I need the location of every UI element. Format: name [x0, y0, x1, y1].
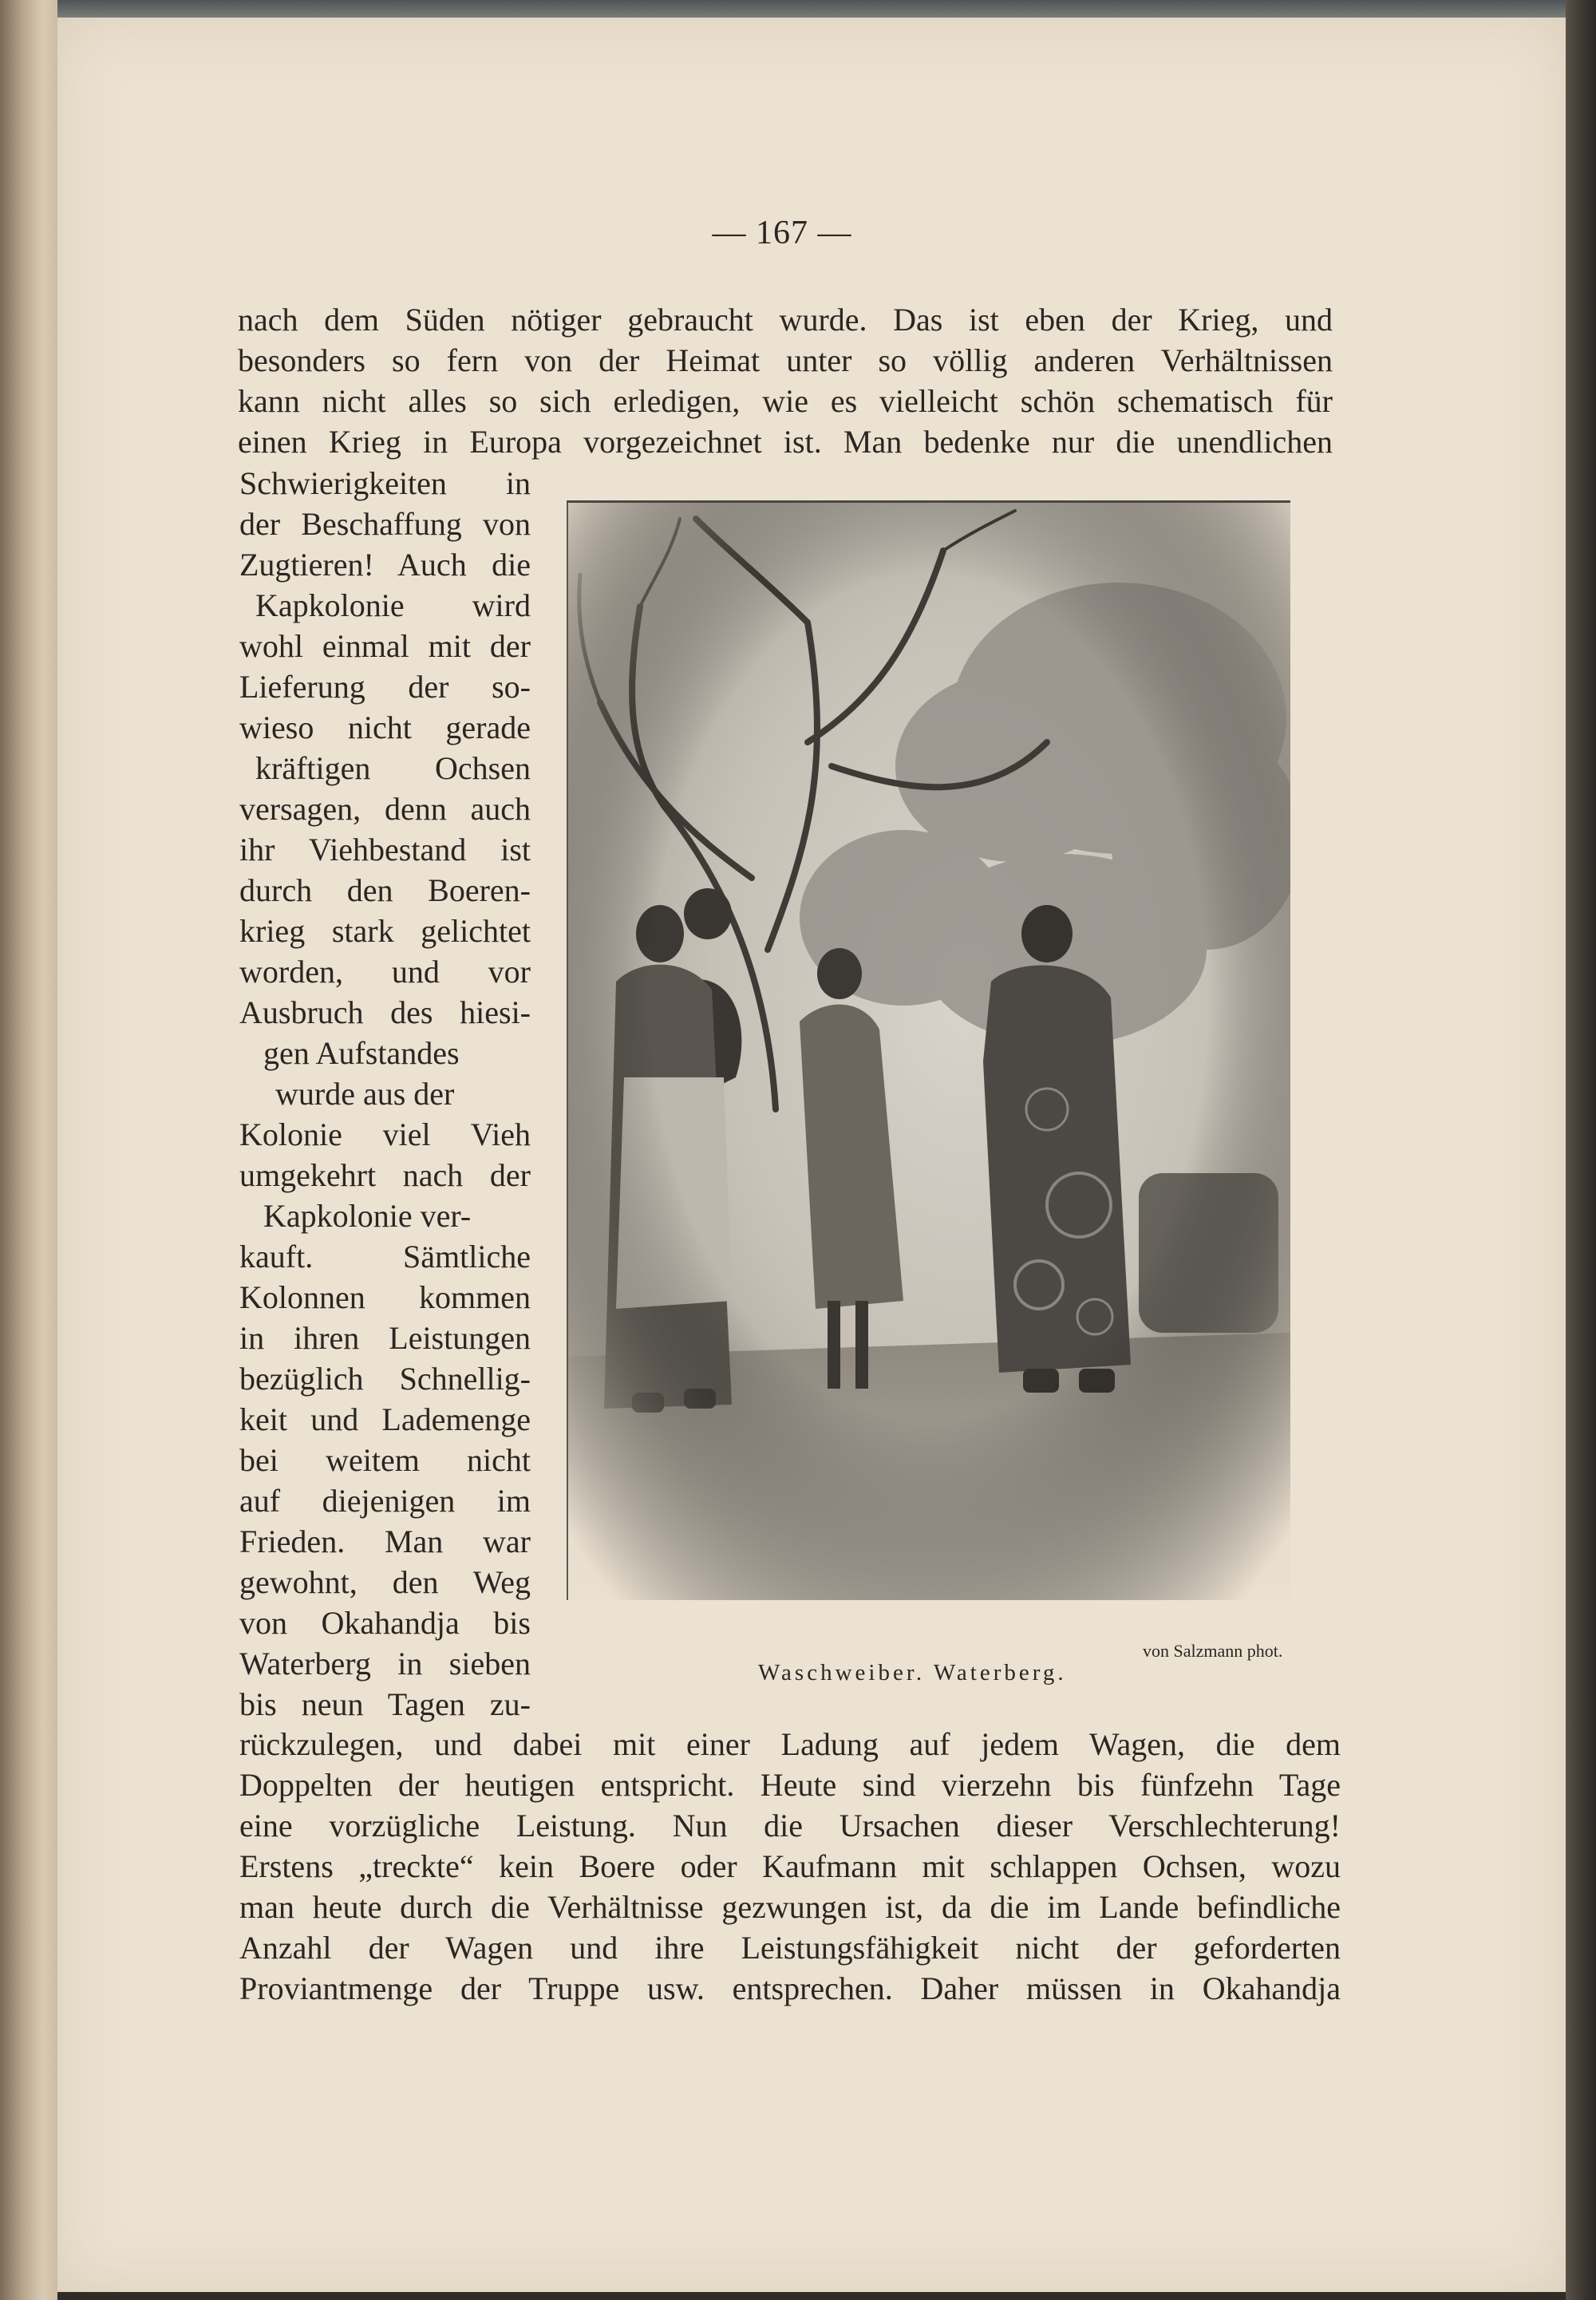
column-paragraph: [239, 463, 531, 1725]
text-line: Lieferung der so-: [239, 669, 531, 705]
text-line: wohl einmal mit der: [239, 628, 531, 664]
photograph-illustration: [568, 503, 1290, 1600]
top-paragraph: [238, 299, 1333, 462]
text-line: Ausbruch des hiesi-: [239, 994, 531, 1030]
text-line: einen Krieg in Europa vorgezeichnet ist. Man bedenke nur die unendlichen: [238, 424, 1333, 460]
text-line: versagen, denn auch: [239, 791, 531, 827]
text-line: worden, und vor: [239, 954, 531, 990]
text-line: Anzahl der Wagen und ihre Leistungsfähigkeit nicht der geforderten: [239, 1930, 1341, 1966]
text-line: Kolonnen kommen: [239, 1279, 531, 1315]
text-line: wieso nicht gerade: [239, 709, 531, 745]
text-line: Waterberg in sieben: [239, 1646, 531, 1682]
text-line: rückzulegen, und dabei mit einer Ladung auf jedem Wagen, die dem: [239, 1726, 1341, 1762]
page-number: — 167 —: [712, 215, 852, 251]
text-line: eine vorzügliche Leistung. Nun die Ursachen dieser Verschlechterung!: [239, 1808, 1341, 1844]
text-line: in ihren Leistungen: [239, 1320, 531, 1356]
text-line: bezüglich Schnellig-: [239, 1361, 531, 1397]
text-line: Frieden. Man war: [239, 1523, 531, 1559]
figure-caption: Waschweiber. Waterberg.: [758, 1660, 1067, 1685]
text-line: kräftigen Ochsen: [255, 750, 531, 786]
text-line: nach dem Süden nötiger gebraucht wurde. Das ist eben der Krieg, und: [238, 302, 1333, 338]
bottom-paragraph: [239, 1724, 1341, 2009]
book-cover-right-edge: [1566, 0, 1596, 2300]
text-line: besonders so fern von der Heimat unter so völlig anderen Verhältnissen: [238, 342, 1333, 378]
text-line: Doppelten der heutigen entspricht. Heute sind vierzehn bis fünfzehn Tage: [239, 1767, 1341, 1803]
text-line: Kolonie viel Vieh: [239, 1116, 531, 1152]
text-line: bis neun Tagen zu-: [239, 1686, 531, 1722]
text-line: Zugtieren! Auch die: [239, 547, 531, 583]
text-line: man heute durch die Verhältnisse gezwungen ist, da die im Lande befindliche: [239, 1889, 1341, 1925]
text-line: Erstens „treckte“ kein Boere oder Kaufmann mit schlappen Ochsen, wozu: [239, 1848, 1341, 1884]
book-cover-top-edge: [0, 0, 1596, 18]
text-line: durch den Boeren-: [239, 872, 531, 908]
text-line: auf diejenigen im: [239, 1483, 531, 1519]
text-line: Kapkolonie wird: [255, 587, 531, 623]
text-line: kauft. Sämtliche: [239, 1239, 531, 1274]
text-line: Schwierigkeiten in: [239, 465, 531, 501]
text-line: von Okahandja bis: [239, 1605, 531, 1641]
text-line: krieg stark gelichtet: [239, 913, 531, 949]
text-line: gen Aufstandes: [263, 1035, 460, 1071]
text-line: wurde aus der: [275, 1076, 455, 1112]
text-line: bei weitem nicht: [239, 1442, 531, 1478]
text-line: ihr Viehbestand ist: [239, 832, 531, 867]
text-line: Kapkolonie ver-: [263, 1198, 472, 1234]
text-line: Proviantmenge der Truppe usw. entsprechen. Daher müssen in Okahandja: [239, 1970, 1341, 2006]
figure-photograph: [567, 500, 1290, 1600]
text-line: umgekehrt nach der: [239, 1157, 531, 1193]
text-line: keit und Lademenge: [239, 1401, 531, 1437]
text-line: kann nicht alles so sich erledigen, wie es vielleicht schön schematisch für: [238, 383, 1333, 419]
text-line: der Beschaffung von: [239, 506, 531, 542]
photo-credit: von Salzmann phot.: [1143, 1641, 1283, 1661]
book-gutter: [0, 0, 57, 2300]
text-line: gewohnt, den Weg: [239, 1564, 531, 1600]
